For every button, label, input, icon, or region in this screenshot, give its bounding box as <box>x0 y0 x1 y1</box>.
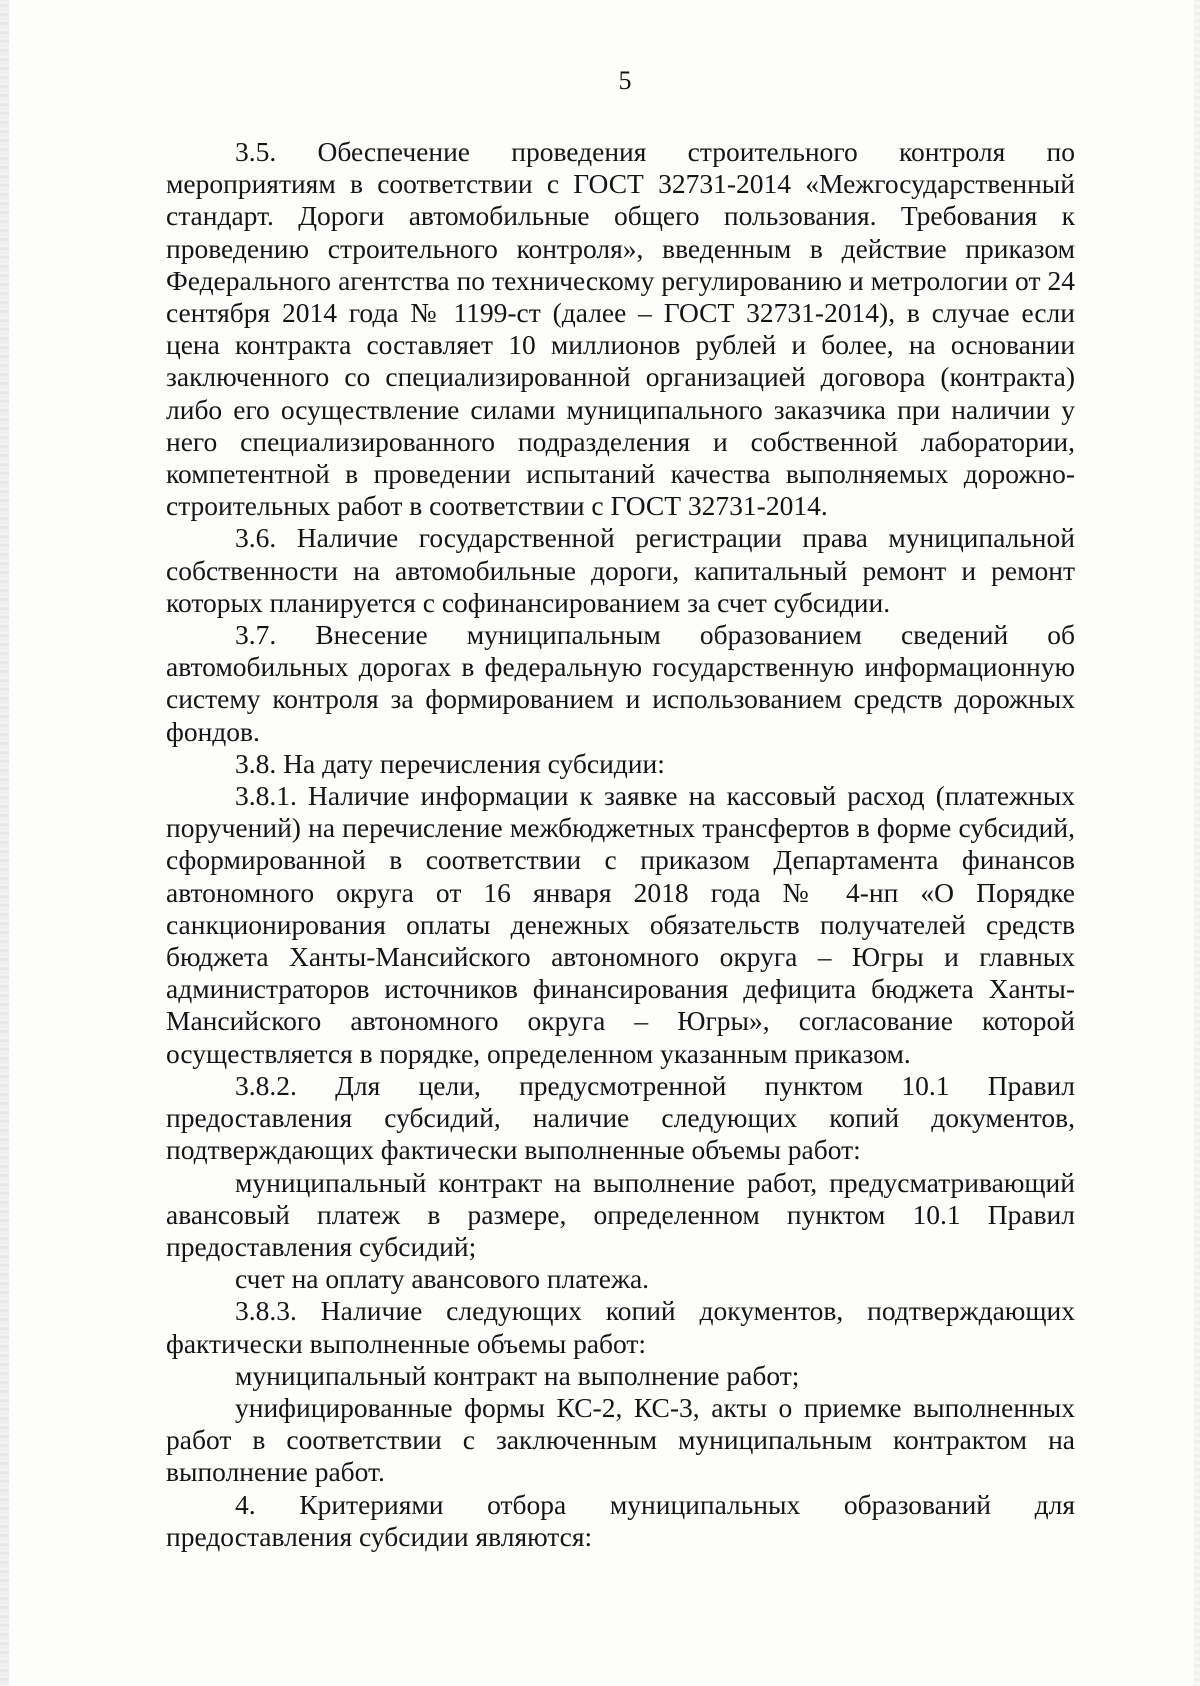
scan-edge-right <box>1194 0 1200 1686</box>
paragraph-4: 4. Критериями отбора муниципальных образований для предоставления субсидии являются: <box>166 1488 1075 1552</box>
scan-edge-left <box>0 0 9 1686</box>
list-item-forms: унифицированные формы КС-2, КС-3, акты о приемке выполненных работ в соответствии с заключенным муниципальным контрактом на выполнение работ. <box>166 1391 1075 1488</box>
list-item-contract-advance: муниципальный контракт на выполнение работ, предусматривающий авансовый платеж в размере, определенном пунктом 10.1 Правил предоставления субсидий; <box>166 1166 1075 1262</box>
document-body <box>166 136 1075 1553</box>
paragraph-3-8-2: 3.8.2. Для цели, предусмотренной пунктом 10.1 Правил предоставления субсидий, наличие следующих копий документов, подтверждающих фактически выполненные объемы работ: <box>166 1069 1075 1166</box>
paragraph-3-8: 3.8. На дату перечисления субсидии: <box>235 747 665 779</box>
paragraph-3-8-1: 3.8.1. Наличие информации к заявке на кассовый расход (платежных поручений) на перечисление межбюджетных трансфертов в форме субсидий, сформированной в соответствии с приказом Департамента финансов автономного округа от 16 января 2018 года № 4-нп «О Порядке санкционирования оплаты денежных обязательств получателей средств бюджета Ханты-Мансийского автономного округа – Югры и главных администраторов источников финансирования дефицита бюджета Ханты-Мансийского автономного округа – Югры», согласование которой осуществляется в порядке, определенном указанным приказом. <box>166 780 1075 1069</box>
list-item-contract: муниципальный контракт на выполнение работ; <box>235 1359 800 1391</box>
paragraph-3-5: 3.5. Обеспечение проведения строительного контроля по мероприятиям в соответствии с ГОСТ 32731-2014 «Межгосударственный стандарт. Дороги автомобильные общего пользования. Требования к проведению строительного контроля», введенным в действие приказом Федерального агентства по техническому регулированию и метрологии от 24 сентября 2014 года № 1199-ст (далее – ГОСТ 32731-2014), в случае если цена контракта составляет 10 миллионов рублей и более, на основании заключенного со специализированной организацией договора (контракта) либо его осуществление силами муниципального заказчика при наличии у него специализированного подразделения и собственной лаборатории, компетентной в проведении испытаний качества выполняемых дорожно-строительных работ в соответствии с ГОСТ 32731-2014. <box>166 136 1075 522</box>
list-item-invoice: счет на оплату авансового платежа. <box>235 1263 650 1295</box>
paragraph-3-6: 3.6. Наличие государственной регистрации права муниципальной собственности на автомобильные дороги, капитальный ремонт и ремонт которых планируется с софинансированием за счет субсидии. <box>166 522 1075 618</box>
paragraph-3-8-3: 3.8.3. Наличие следующих копий документов, подтверждающих фактически выполненные объемы работ: <box>166 1295 1075 1359</box>
paragraph-3-7: 3.7. Внесение муниципальным образованием сведений об автомобильных дорогах в федеральную государственную информационную систему контроля за формированием и использованием средств дорожных фондов. <box>166 619 1075 747</box>
page-number: 5 <box>618 66 632 95</box>
